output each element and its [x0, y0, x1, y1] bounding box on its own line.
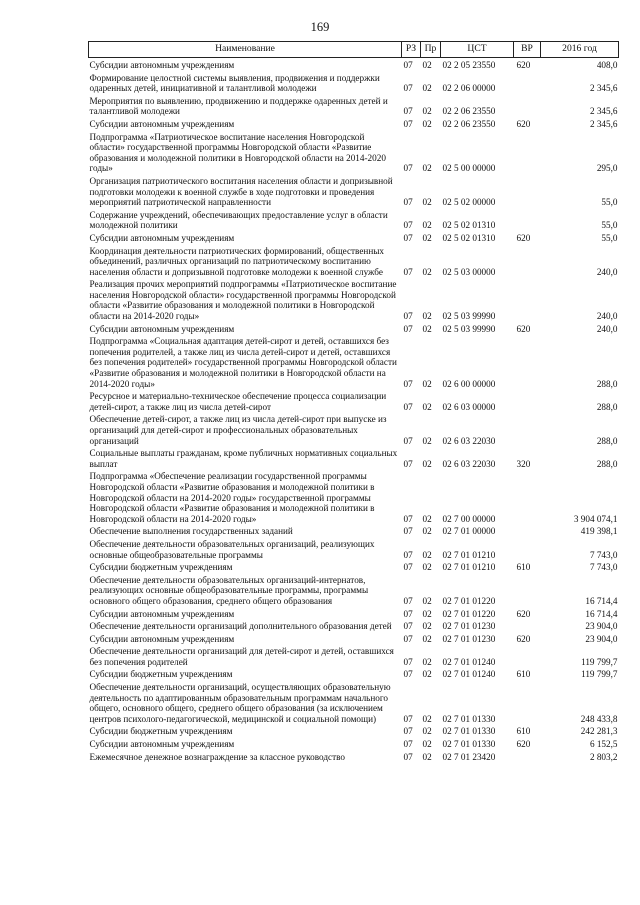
table-row [89, 619, 619, 632]
row-pr: 02 [422, 163, 432, 174]
row-rz: 07 [403, 106, 413, 117]
table-row [89, 389, 619, 412]
row-vr [514, 524, 541, 537]
row-vr: 620 [516, 60, 531, 70]
row-cst: 02 7 01 01220 [442, 608, 496, 619]
row-amount: 55,0 [601, 197, 618, 208]
row-name: Координация деятельности патриотических формирований, общественных объединений, различных организаций по патриотическому воспитанию населения области и допризывной подготовке молодежи к военной службе [89, 245, 385, 277]
row-vr: 620 [516, 633, 531, 644]
row-name: Субсидии автономным учреждениям [89, 323, 235, 334]
row-cst: 02 6 03 22030 [442, 435, 496, 446]
table-row [89, 750, 619, 763]
row-rz: 07 [403, 163, 413, 174]
table-row [89, 573, 619, 607]
table-row [89, 446, 619, 469]
row-cst: 02 5 02 00000 [442, 197, 496, 208]
row-vr [514, 412, 541, 446]
row-name: Реализация прочих мероприятий подпрограммы «Патриотическое воспитание населения Новгородской области» государственной программы Новгородской области «Развитие образования и молодежной политики в Новгородской области на 2014-2020 годы» [89, 279, 397, 322]
row-vr: 620 [516, 608, 531, 619]
row-vr [514, 71, 541, 94]
row-name: Обеспечение деятельности организаций дополнительного образования детей [89, 621, 392, 632]
row-pr: 02 [422, 60, 432, 70]
row-amount: 2 803,2 [589, 751, 618, 762]
row-pr: 02 [422, 751, 432, 762]
table-row [89, 244, 619, 278]
row-rz: 07 [403, 232, 413, 243]
table-row [89, 208, 619, 231]
budget-table [88, 41, 619, 762]
row-vr [514, 680, 541, 724]
row-amount: 7 743,0 [589, 549, 618, 560]
column-header-vr: ВР [514, 42, 541, 58]
table-row [89, 537, 619, 560]
row-pr: 02 [422, 608, 432, 619]
row-pr: 02 [422, 513, 432, 524]
row-vr: 610 [516, 726, 531, 737]
row-amount: 240,0 [596, 266, 618, 277]
row-name: Обеспечение детей-сирот, а также лиц из числа детей-сирот при выпуске из организаций для детей-сирот и профессиональных образовательных организаций [89, 414, 387, 446]
row-amount: 7 743,0 [589, 562, 618, 573]
row-pr: 02 [422, 549, 432, 560]
row-name: Субсидии автономным учреждениям [89, 60, 235, 70]
row-cst: 02 2 06 00000 [442, 83, 496, 94]
row-vr [514, 174, 541, 208]
row-rz: 07 [403, 726, 413, 737]
row-pr: 02 [422, 220, 432, 231]
row-amount: 248 433,8 [580, 713, 618, 724]
row-amount: 23 904,0 [585, 621, 618, 632]
row-amount: 23 904,0 [585, 633, 618, 644]
row-pr: 02 [422, 562, 432, 573]
row-amount: 419 398,1 [580, 526, 618, 537]
row-amount: 2 345,6 [589, 118, 618, 129]
row-pr: 02 [422, 669, 432, 680]
row-name: Обеспечение выполнения государственных заданий [89, 526, 293, 537]
table-row [89, 71, 619, 94]
row-name: Субсидии автономным учреждениям [89, 633, 235, 644]
row-rz: 07 [403, 435, 413, 446]
row-pr: 02 [422, 311, 432, 322]
row-vr [514, 94, 541, 117]
row-amount: 16 714,4 [585, 608, 618, 619]
row-rz: 07 [403, 118, 413, 129]
row-amount: 240,0 [596, 311, 618, 322]
table-row [89, 117, 619, 130]
table-row [89, 174, 619, 208]
column-header-pr: Пр [421, 42, 441, 58]
row-vr: 620 [516, 323, 531, 334]
row-name: Субсидии автономным учреждениям [89, 739, 235, 750]
table-row [89, 277, 619, 321]
row-rz: 07 [403, 751, 413, 762]
row-name: Субсидии автономным учреждениям [89, 118, 235, 129]
row-rz: 07 [403, 608, 413, 619]
row-cst: 02 5 03 00000 [442, 266, 496, 277]
row-cst: 02 7 01 01210 [442, 549, 496, 560]
row-amount: 242 281,3 [580, 726, 618, 737]
row-name: Социальные выплаты гражданам, кроме публичных нормативных социальных выплат [89, 448, 398, 469]
table-row [89, 412, 619, 446]
table-row [89, 334, 619, 389]
row-rz: 07 [403, 562, 413, 573]
row-cst: 02 7 01 01210 [442, 562, 496, 573]
table-row [89, 644, 619, 667]
column-header-name: Наименование [89, 42, 402, 58]
table-row [89, 737, 619, 750]
row-rz: 07 [403, 549, 413, 560]
row-vr: 610 [516, 562, 531, 573]
row-name: Субсидии бюджетным учреждениям [89, 726, 233, 737]
row-name: Субсидии автономным учреждениям [89, 608, 235, 619]
row-pr: 02 [422, 83, 432, 94]
column-header-cst: ЦСТ [441, 42, 514, 58]
row-vr: 620 [516, 232, 531, 243]
row-vr [514, 130, 541, 174]
row-pr: 02 [422, 323, 432, 334]
table-row [89, 667, 619, 680]
row-pr: 02 [422, 713, 432, 724]
row-cst: 02 2 06 23550 [442, 118, 496, 129]
row-cst: 02 7 01 01240 [442, 656, 496, 667]
row-cst: 02 5 02 01310 [442, 232, 496, 243]
row-rz: 07 [403, 656, 413, 667]
row-name: Мероприятия по выявлению, продвижению и поддержке одаренных детей и талантливой молодежи [89, 95, 388, 117]
row-rz: 07 [403, 266, 413, 277]
row-pr: 02 [422, 232, 432, 243]
row-name: Подпрограмма «Патриотическое воспитание населения Новгородской области» государственной программы Новгородской области «Развитие образования и молодежной политики в Новгородской области на 2014-2020 годы» [89, 131, 386, 174]
row-vr [514, 334, 541, 389]
row-amount: 119 799,7 [581, 669, 618, 680]
row-vr: 610 [516, 669, 531, 680]
row-vr [514, 644, 541, 667]
row-pr: 02 [422, 656, 432, 667]
row-amount: 119 799,7 [581, 656, 618, 667]
row-pr: 02 [422, 266, 432, 277]
row-name: Формирование целостной системы выявления, продвижения и поддержки одаренных детей, инициативной и талантливой молодежи [89, 72, 380, 94]
row-amount: 6 152,5 [589, 739, 618, 750]
row-rz: 07 [403, 526, 413, 537]
row-pr: 02 [422, 526, 432, 537]
table-row [89, 524, 619, 537]
row-rz: 07 [403, 739, 413, 750]
row-amount: 3 904 074,1 [573, 513, 618, 524]
row-vr [514, 537, 541, 560]
row-cst: 02 2 05 23550 [442, 60, 496, 70]
row-name: Подпрограмма «Обеспечение реализации государственной программы Новгородской области «Развитие образования и молодежной политики в Новгородской области на 2014-2020 годы» государственной программы Новгородской области «Развитие образования и молодежной политики в Новгородской области на 2014-2020 годы» [89, 471, 375, 524]
row-pr: 02 [422, 197, 432, 208]
row-name: Подпрограмма «Социальная адаптация детей-сирот и детей, оставшихся без попечения родителей, а также лиц из числа детей-сирот и детей, оставшихся без попечения родителей» государственной программы Новгородской области «Развитие образования и молодежной политики в Новгородской области на 2014-2020 годы» [89, 336, 397, 389]
row-rz: 07 [403, 513, 413, 524]
row-name: Обеспечение деятельности образовательных организаций, реализующих основные общеобразовательные программы [89, 538, 375, 560]
row-amount: 2 345,6 [589, 106, 618, 117]
table-row [89, 469, 619, 524]
row-amount: 2 345,6 [589, 83, 618, 94]
row-rz: 07 [403, 458, 413, 469]
row-cst: 02 7 01 01230 [442, 633, 496, 644]
row-cst: 02 7 01 01330 [442, 739, 496, 750]
row-rz: 07 [403, 83, 413, 94]
row-name: Субсидии автономным учреждениям [89, 232, 235, 243]
row-rz: 07 [403, 595, 413, 606]
row-vr [514, 277, 541, 321]
row-pr: 02 [422, 401, 432, 412]
row-name: Ресурсное и материально-техническое обеспечение процесса социализации детей-сирот, а также лиц из числа детей-сирот [89, 391, 387, 412]
row-amount: 288,0 [596, 435, 618, 446]
table-body [89, 58, 619, 763]
row-cst: 02 7 01 01330 [442, 713, 496, 724]
row-pr: 02 [422, 621, 432, 632]
row-name: Обеспечение деятельности образовательных организаций-интернатов, реализующих основные общеобразовательные программы, программы основного общего образования, среднего общего образования [89, 574, 369, 606]
row-cst: 02 7 01 01240 [442, 669, 496, 680]
row-cst: 02 6 00 00000 [442, 378, 496, 389]
table-row [89, 130, 619, 174]
row-rz: 07 [403, 621, 413, 632]
row-vr [514, 244, 541, 278]
row-cst: 02 7 01 01230 [442, 621, 496, 632]
row-cst: 02 7 01 23420 [442, 751, 496, 762]
row-vr [514, 208, 541, 231]
row-amount: 288,0 [596, 458, 618, 469]
row-pr: 02 [422, 118, 432, 129]
row-vr [514, 619, 541, 632]
table-row [89, 94, 619, 117]
row-amount: 288,0 [596, 401, 618, 412]
row-amount: 240,0 [596, 323, 618, 334]
table-row [89, 680, 619, 724]
row-amount: 295,0 [596, 163, 618, 174]
row-pr: 02 [422, 458, 432, 469]
row-name: Обеспечение деятельности организаций для детей-сирот и детей, оставшихся без попечения родителей [89, 646, 394, 667]
column-header-rz: РЗ [402, 42, 421, 58]
table-row [89, 58, 619, 71]
row-cst: 02 5 03 99990 [442, 323, 496, 334]
row-pr: 02 [422, 633, 432, 644]
row-vr [514, 573, 541, 607]
row-rz: 07 [403, 713, 413, 724]
row-vr [514, 469, 541, 524]
row-amount: 55,0 [601, 232, 618, 243]
row-vr [514, 750, 541, 763]
table-header [89, 42, 619, 58]
row-name: Содержание учреждений, обеспечивающих предоставление услуг в области молодежной политики [89, 209, 388, 231]
row-vr [514, 389, 541, 412]
row-rz: 07 [403, 378, 413, 389]
row-pr: 02 [422, 595, 432, 606]
row-cst: 02 6 03 22030 [442, 458, 496, 469]
row-name: Организация патриотического воспитания населения области и допризывной подготовки молодежи к военной службе в ходе подготовки и проведения мероприятий патриотической направленности [89, 175, 393, 208]
row-pr: 02 [422, 435, 432, 446]
table-row [89, 724, 619, 737]
page-number: 169 [310, 20, 330, 34]
row-name: Обеспечение деятельности организаций, осуществляющих образовательную деятельность по адаптированным образовательным программам начального общего, основного общего, среднего общего образования (за исключением центров психолого-педагогической, медицинской и социальной помощи) [89, 682, 391, 724]
row-amount: 55,0 [601, 220, 618, 231]
row-cst: 02 6 03 00000 [442, 401, 496, 412]
column-header-year: 2016 год [541, 42, 619, 58]
row-rz: 07 [403, 197, 413, 208]
row-cst: 02 7 00 00000 [442, 513, 496, 524]
row-cst: 02 5 03 99990 [442, 311, 496, 322]
table-row [89, 560, 619, 573]
row-amount: 408,0 [596, 60, 618, 70]
table-row [89, 231, 619, 244]
row-vr: 320 [516, 458, 531, 469]
row-name: Субсидии бюджетным учреждениям [89, 562, 233, 573]
row-rz: 07 [403, 401, 413, 412]
row-rz: 07 [403, 669, 413, 680]
row-cst: 02 5 00 00000 [442, 163, 496, 174]
table-row [89, 607, 619, 620]
row-pr: 02 [422, 739, 432, 750]
row-vr: 620 [516, 118, 531, 129]
table-row [89, 322, 619, 335]
row-rz: 07 [403, 633, 413, 644]
row-rz: 07 [403, 323, 413, 334]
row-rz: 07 [403, 220, 413, 231]
row-pr: 02 [422, 106, 432, 117]
row-cst: 02 7 01 00000 [442, 526, 496, 537]
row-amount: 16 714,4 [585, 595, 618, 606]
row-pr: 02 [422, 378, 432, 389]
row-cst: 02 2 06 23550 [442, 106, 496, 117]
row-cst: 02 5 02 01310 [442, 220, 496, 231]
row-pr: 02 [422, 726, 432, 737]
row-amount: 288,0 [596, 378, 618, 389]
row-rz: 07 [403, 60, 413, 70]
row-cst: 02 7 01 01220 [442, 595, 496, 606]
row-name: Субсидии бюджетным учреждениям [89, 669, 233, 680]
row-name: Ежемесячное денежное вознаграждение за классное руководство [89, 751, 345, 762]
row-cst: 02 7 01 01330 [442, 726, 496, 737]
row-rz: 07 [403, 311, 413, 322]
row-vr: 620 [516, 739, 531, 750]
table-row [89, 632, 619, 645]
